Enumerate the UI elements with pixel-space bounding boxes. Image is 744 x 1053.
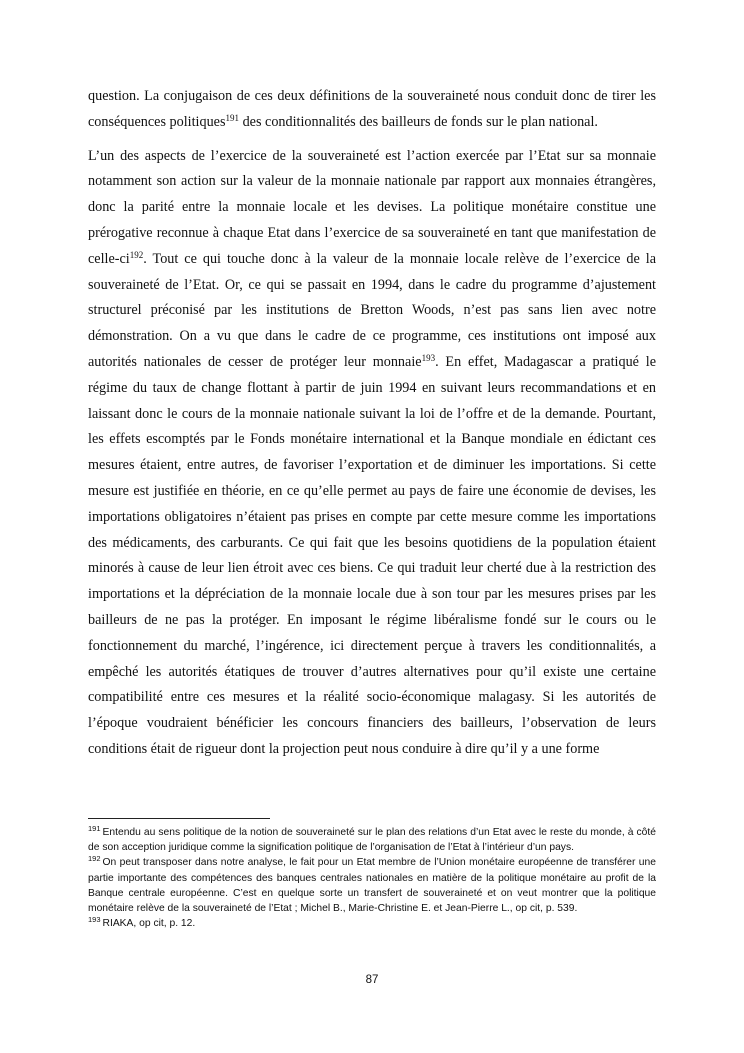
footnote-reference[interactable]: 191 [225,112,240,123]
text-run: . En effet, Madagascar a pratiqué le régime du taux de change flottant à partir de juin 1994 en suivant leurs recommandations et en laissant donc le cours de la monnaie nationale suivant la loi de l’offre et de la demande. Pourtant, les effets escomptés par le Fonds monétaire international et la Banque mondiale en édictant ces mesures étaient, entre autres, de favoriser l’exportation et de diminuer les importations. Si cette mesure est justifiée en théorie, en ce qu’elle permet au pays de faire une économie de devises, les importations obligatoires n’étaient pas prises en compte par cette mesure comme les importations des médicaments, des carburants. Ce qui fait que les besoins quotidiens de la population étaient minorés à cause de leur lien étroit avec ces biens. Ce qui traduit leur cherté due à la restriction des importations et la dépréciation de la monnaie locale due à son tour par les mesures prises par les bailleurs de ne pas la protéger. En imposant le régime libéralisme fondé sur le cours ou le fonctionnement du marché, l’ingérence, ici directement perçue à travers les conditionnalités, a empêché les autorités étatiques de trouver d’autres alternatives pour qu’il existe une certaine compatibilité entre ces mesures et la réalité socio-économique malagasy. Si les autorités de l’époque voudraient bénéficier les concours financiers des bailleurs, l’observation de leurs conditions était de rigueur dont la projection peut nous conduire à dire qu’il y a une forme [88,353,656,757]
footnote-text: Entendu au sens politique de la notion de souveraineté sur le plan des relations d’un Etat avec le reste du monde, à côté de son acception juridique comme la signification politique de l’organisation de l’Etat à l’intérieur d’un pays. [88,827,656,854]
footnote-text: RIAKA, op cit, p. 12. [102,918,196,930]
footnote-text: On peut transposer dans notre analyse, le fait pour un Etat membre de l’Union monétaire européenne de transférer une partie importante des compétences des banques centrales nationales en matière de la politique monétaire au profit de la Banque centrale européenne. C’est en quelque sorte un transfert de souveraineté et on veut montrer que la politique monétaire relève de la souveraineté de l’Etat ; Michel B., Marie-Christine E. et Jean-Pierre L., op cit, p. 539. [88,857,656,915]
footnote-number: 191 [88,824,101,833]
footnote-reference[interactable]: 192 [129,249,144,260]
text-run: question. La conjugaison de ces deux définitions de la souveraineté nous conduit donc de tirer les conséquences politiques [88,88,656,130]
footnote-reference[interactable]: 193 [421,352,436,363]
footnote [88,855,656,916]
text-run: . Tout ce qui touche donc à la valeur de la monnaie locale relève de l’exercice de la souveraineté de l’Etat. Or, ce qui se passait en 1994, dans le cadre du programme d’ajustement structurel préconisé par les institutions de Bretton Woods, n’est pas sans lien avec notre démonstration. On a vu que dans le cadre de ce programme, ces institutions ont imposé aux autorités nationales de cesser de protéger leur monnaie [88,250,656,370]
text-run: des conditionnalités des bailleurs de fonds sur le plan national. [239,113,598,130]
paragraph [88,144,656,763]
footnotes [88,825,656,931]
paragraph [88,84,656,136]
footnote-number: 192 [88,854,101,864]
body-text [88,84,656,763]
footnote [88,916,656,931]
footnote-separator [88,818,270,819]
footnote [88,825,656,855]
page-number: 87 [365,974,379,986]
text-run: L’un des aspects de l’exercice de la souveraineté est l’action exercée par l’Etat sur sa monnaie notamment son action sur la valeur de la monnaie nationale par rapport aux monnaies étrangères, donc la parité entre la monnaie locale et les devises. La politique monétaire constitue une prérogative reconnue à chaque Etat dans l’exercice de sa souveraineté en tant que manifestation de celle-ci [88,147,656,267]
footnote-number: 193 [88,915,101,925]
